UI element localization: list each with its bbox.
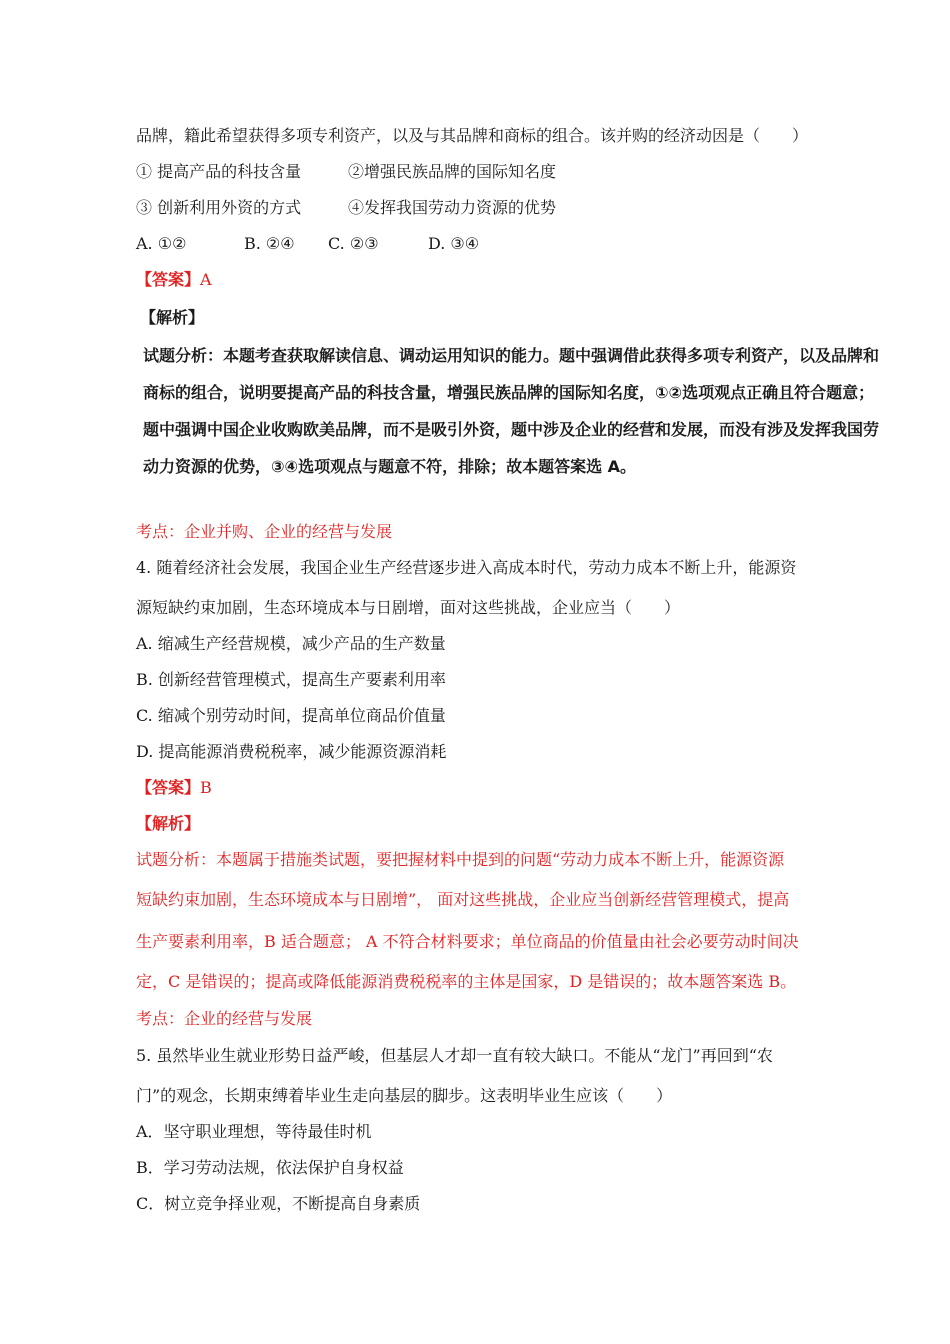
- q4-kaodian: 考点：企业的经营与发展: [136, 1009, 313, 1028]
- q5-option-b: B．学习劳动法规，依法保护自身权益: [136, 1158, 404, 1177]
- q5-option-a: A．坚守职业理想，等待最佳时机: [136, 1122, 372, 1141]
- q4-answer-label: 【答案】: [136, 778, 201, 797]
- q4-option-a: A. 缩减生产经营规模，减少产品的生产数量: [136, 634, 446, 653]
- q3-option-3: ③ 创新利用外资的方式: [136, 198, 302, 217]
- q4-analysis-label: 【解析】: [136, 814, 201, 833]
- q3-analysis-line-4: 动力资源的优势，③④选项观点与题意不符，排除；故本题答案选 A。: [143, 457, 637, 476]
- q4-option-c: C. 缩减个别劳动时间，提高单位商品价值量: [136, 706, 446, 725]
- q4-analysis-line-4: 定，C 是错误的；提高或降低能源消费税税率的主体是国家，D 是错误的；故本题答案选 B。: [136, 972, 797, 991]
- q4-stem-line-2: 源短缺约束加剧，生态环境成本与日剧增，面对这些挑战，企业应当（ ）: [136, 598, 681, 617]
- q3-analysis-label: 【解析】: [140, 308, 205, 327]
- q4-stem-line-1: 4. 随着经济社会发展，我国企业生产经营逐步进入高成本时代，劳动力成本不断上升，能源资: [136, 558, 797, 577]
- q5-option-c: C．树立竞争择业观，不断提高自身素质: [136, 1194, 421, 1213]
- q4-option-d: D. 提高能源消费税税率，减少能源资源消耗: [136, 742, 447, 761]
- q3-stem-tail: 品牌，籍此希望获得多项专利资产，以及与其品牌和商标的组合。该并购的经济动因是（ ）: [136, 126, 809, 145]
- q4-analysis-line-1: 试题分析：本题属于措施类试题，要把握材料中提到的问题“劳动力成本不断上升，能源资源: [136, 850, 785, 869]
- q4-analysis-line-3: 生产要素利用率，B 适合题意； A 不符合材料要求；单位商品的价值量由社会必要劳动时间决: [136, 932, 799, 951]
- q3-option-2: ②增强民族品牌的国际知名度: [348, 162, 557, 181]
- q3-answer-label: 【答案】: [136, 270, 201, 289]
- q3-analysis-line-2: 商标的组合，说明要提高产品的科技含量，增强民族品牌的国际知名度，①②选项观点正确且符合题意；: [143, 383, 875, 402]
- q4-option-b: B. 创新经营管理模式，提高生产要素利用率: [136, 670, 446, 689]
- q3-choices: [136, 234, 479, 254]
- q5-stem-line-2: 门”的观念，长期束缚着毕业生走向基层的脚步。这表明毕业生应该（ ）: [136, 1086, 673, 1105]
- q3-analysis-line-1: 试题分析：本题考查获取解读信息、调动运用知识的能力。题中强调借此获得多项专利资产，以及品牌和: [143, 346, 880, 365]
- q3-choice-c: C. ②③: [328, 234, 379, 253]
- q3-options-row-2: [136, 198, 556, 218]
- q3-analysis-line-3: 题中强调中国企业收购欧美品牌，而不是吸引外资，题中涉及企业的经营和发展，而没有涉及发挥我国劳: [143, 420, 880, 439]
- q3-choice-b: B. ②④: [244, 234, 295, 253]
- q4-answer: [136, 778, 212, 798]
- q3-choice-d: D. ③④: [428, 234, 480, 253]
- q3-answer: [136, 270, 212, 290]
- q3-options-row-1: [136, 162, 556, 182]
- q3-choice-a: A. ①②: [136, 234, 187, 253]
- q4-answer-value: B: [200, 778, 212, 797]
- q3-answer-value: A: [200, 270, 212, 289]
- q5-stem-line-1: 5. 虽然毕业生就业形势日益严峻，但基层人才却一直有较大缺口。不能从“龙门”再回到“农: [136, 1046, 773, 1065]
- q4-analysis-line-2: 短缺约束加剧，生态环境成本与日剧增”， 面对这些挑战，企业应当创新经营管理模式，提高: [136, 890, 790, 909]
- q3-kaodian: 考点：企业并购、企业的经营与发展: [136, 522, 393, 541]
- q3-option-1: ① 提高产品的科技含量: [136, 162, 302, 181]
- q3-option-4: ④发挥我国劳动力资源的优势: [348, 198, 557, 217]
